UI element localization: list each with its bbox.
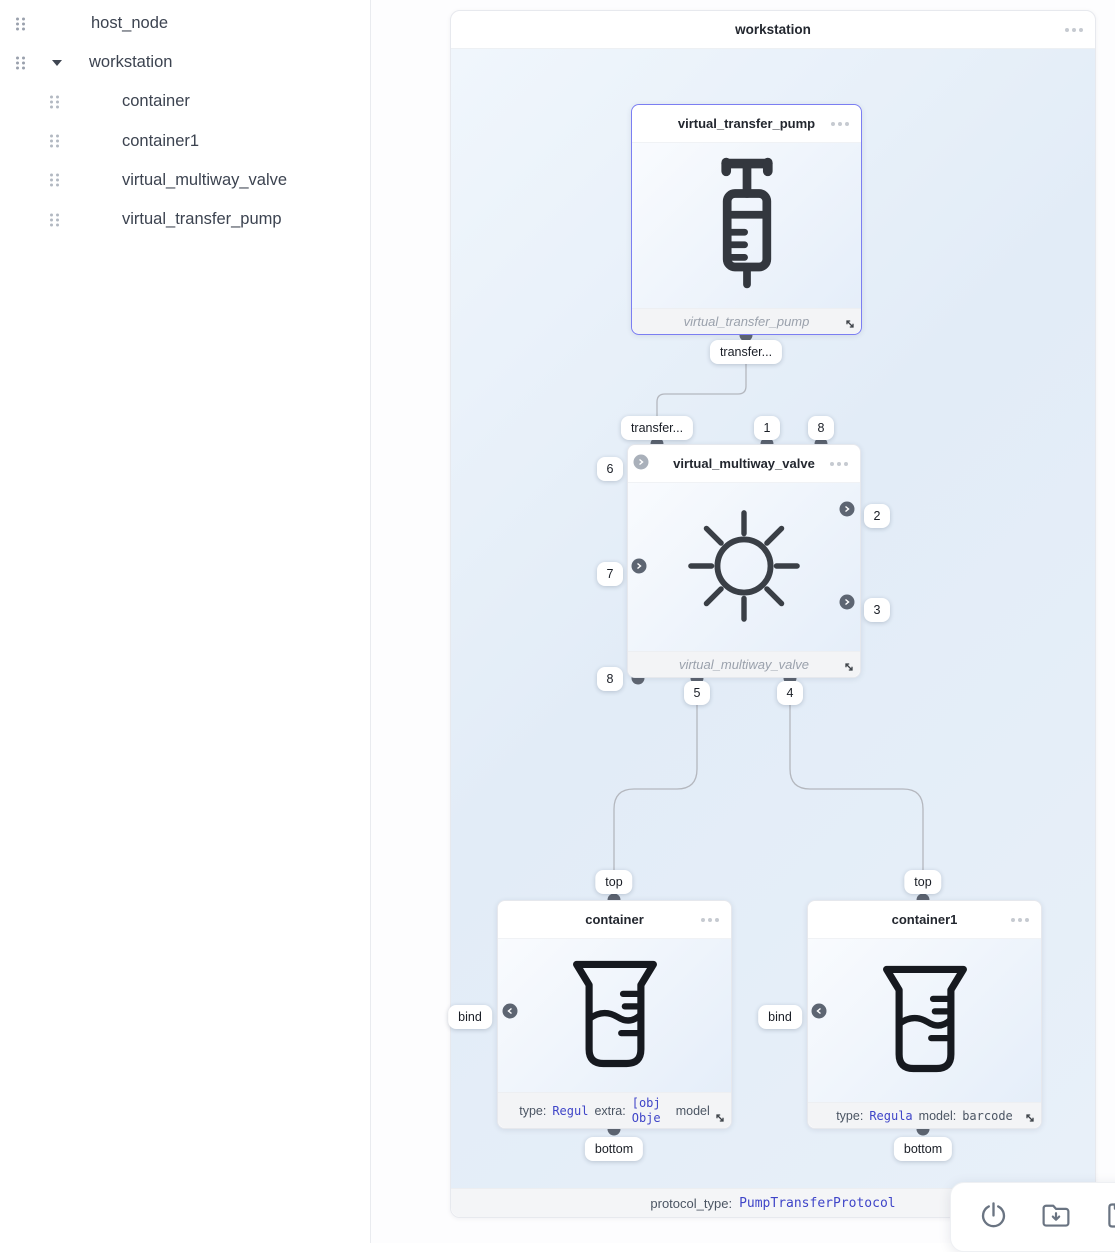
sidebar-item-virtual-transfer-pump[interactable] bbox=[0, 200, 370, 239]
container1-node-footer bbox=[808, 1103, 1041, 1128]
port-label-container-bottom: bottom bbox=[585, 1137, 643, 1161]
container1-node-header[interactable] bbox=[808, 901, 1041, 938]
container1-node-body bbox=[808, 938, 1041, 1103]
handle-valve-port-3[interactable] bbox=[840, 595, 855, 610]
pump-node-body bbox=[632, 142, 861, 309]
protocol-type-value: PumpTransferProtocol bbox=[739, 1195, 896, 1211]
export-button[interactable] bbox=[1102, 1199, 1115, 1235]
port-label-container-top: top bbox=[595, 870, 632, 894]
power-icon bbox=[977, 1199, 1010, 1235]
power-button[interactable] bbox=[977, 1199, 1010, 1235]
port-label-valve-8-top: 8 bbox=[808, 416, 834, 440]
pump-node-title: virtual_transfer_pump bbox=[677, 116, 816, 131]
valve-node-title: virtual_multiway_valve bbox=[673, 456, 815, 471]
tree-item-label: host_node bbox=[91, 14, 169, 33]
extra-field-label: extra: bbox=[594, 1103, 626, 1118]
handle-valve-port-2[interactable] bbox=[840, 502, 855, 517]
clipboard-icon bbox=[1102, 1199, 1115, 1235]
flow-layer bbox=[451, 11, 1097, 1219]
pump-node-header[interactable] bbox=[632, 105, 861, 142]
pump-node-footer bbox=[632, 309, 861, 334]
handle-valve-port-6[interactable] bbox=[634, 455, 649, 470]
pump-instance-name: virtual_transfer_pump bbox=[683, 314, 810, 329]
drag-handle-icon[interactable] bbox=[14, 16, 27, 32]
port-label-valve-1: 1 bbox=[754, 416, 780, 440]
beaker-icon bbox=[565, 951, 665, 1081]
port-label-valve-8-bottom: 8 bbox=[597, 667, 623, 691]
sidebar-item-host-node[interactable] bbox=[0, 4, 370, 43]
sidebar-item-workstation[interactable] bbox=[0, 43, 370, 82]
model-field-value[interactable]: barcode bbox=[962, 1108, 1013, 1123]
sidebar-item-container[interactable] bbox=[0, 82, 370, 121]
valve-node-header[interactable] bbox=[628, 445, 860, 482]
container-node-body bbox=[498, 938, 731, 1093]
sidebar-item-virtual-multiway-valve[interactable] bbox=[0, 161, 370, 200]
drag-handle-icon[interactable] bbox=[48, 94, 61, 110]
port-label-valve-transfer: transfer... bbox=[621, 416, 693, 440]
container-node-footer bbox=[498, 1093, 731, 1128]
tree-item-label: virtual_transfer_pump bbox=[122, 210, 282, 229]
container-node[interactable] bbox=[497, 900, 732, 1129]
valve-node-footer bbox=[628, 652, 860, 677]
model-field-label: model: bbox=[918, 1108, 957, 1123]
resize-icon[interactable] bbox=[1024, 1112, 1036, 1124]
drag-handle-icon[interactable] bbox=[48, 133, 61, 149]
tree-item-label: container bbox=[122, 92, 190, 111]
edge-valve4-to-container1-top[interactable] bbox=[790, 678, 923, 900]
port-label-valve-6: 6 bbox=[597, 457, 623, 481]
port-label-valve-3: 3 bbox=[864, 598, 890, 622]
handle-valve-port-7[interactable] bbox=[632, 559, 647, 574]
drag-handle-icon[interactable] bbox=[14, 55, 27, 71]
type-field-label: type: bbox=[836, 1108, 864, 1123]
type-field-value[interactable]: Regula bbox=[869, 1108, 913, 1123]
multiway-valve-icon bbox=[685, 506, 803, 629]
virtual-transfer-pump-node[interactable] bbox=[631, 104, 862, 335]
canvas-toolbar bbox=[950, 1182, 1115, 1252]
syringe-icon bbox=[701, 151, 793, 301]
more-options-icon[interactable] bbox=[1011, 918, 1029, 922]
resize-icon[interactable] bbox=[844, 318, 856, 330]
chevron-down-icon[interactable] bbox=[52, 60, 62, 66]
container1-node-title: container1 bbox=[891, 912, 958, 927]
device-tree-sidebar bbox=[0, 0, 371, 1243]
tree-item-label: virtual_multiway_valve bbox=[122, 170, 288, 189]
port-label-container1-bottom: bottom bbox=[894, 1137, 952, 1161]
type-field-label: type: bbox=[519, 1103, 547, 1118]
flow-canvas[interactable] bbox=[371, 0, 1115, 1243]
port-label-valve-5: 5 bbox=[684, 681, 710, 705]
resize-icon[interactable] bbox=[843, 661, 855, 673]
port-label-container-bind: bind bbox=[448, 1005, 492, 1029]
port-label-pump-transfer: transfer... bbox=[710, 340, 782, 364]
port-label-valve-7: 7 bbox=[597, 562, 623, 586]
extra-field-value[interactable]: [obj Obje bbox=[631, 1096, 661, 1125]
container1-node[interactable] bbox=[807, 900, 1042, 1129]
handle-container-bind[interactable] bbox=[503, 1004, 518, 1019]
resize-icon[interactable] bbox=[714, 1112, 726, 1124]
valve-node-body bbox=[628, 482, 860, 652]
workstation-title: workstation bbox=[735, 22, 811, 37]
edge-valve5-to-container-top[interactable] bbox=[614, 678, 697, 900]
model-field-label: model bbox=[675, 1103, 710, 1118]
tree-item-label: workstation bbox=[89, 53, 173, 72]
virtual-multiway-valve-node[interactable] bbox=[627, 444, 861, 678]
container-node-header[interactable] bbox=[498, 901, 731, 938]
save-workflow-button[interactable] bbox=[1039, 1199, 1073, 1235]
more-options-icon[interactable] bbox=[830, 462, 848, 466]
tree-item-label: container1 bbox=[122, 131, 200, 150]
beaker-icon bbox=[875, 956, 975, 1086]
valve-instance-name: virtual_multiway_valve bbox=[678, 657, 810, 672]
port-label-valve-4: 4 bbox=[777, 681, 803, 705]
more-options-icon[interactable] bbox=[831, 122, 849, 126]
drag-handle-icon[interactable] bbox=[48, 212, 61, 228]
workstation-node[interactable] bbox=[450, 10, 1096, 1218]
type-field-value[interactable]: Regul bbox=[552, 1103, 589, 1118]
protocol-type-label: protocol_type: bbox=[650, 1195, 733, 1211]
more-options-icon[interactable] bbox=[701, 918, 719, 922]
drag-handle-icon[interactable] bbox=[48, 172, 61, 188]
folder-download-icon bbox=[1039, 1199, 1073, 1235]
port-label-container1-bind: bind bbox=[758, 1005, 802, 1029]
handle-container1-bind[interactable] bbox=[812, 1004, 827, 1019]
container-node-title: container bbox=[585, 912, 644, 927]
port-label-container1-top: top bbox=[904, 870, 941, 894]
sidebar-item-container1[interactable] bbox=[0, 122, 370, 161]
port-label-valve-2: 2 bbox=[864, 504, 890, 528]
